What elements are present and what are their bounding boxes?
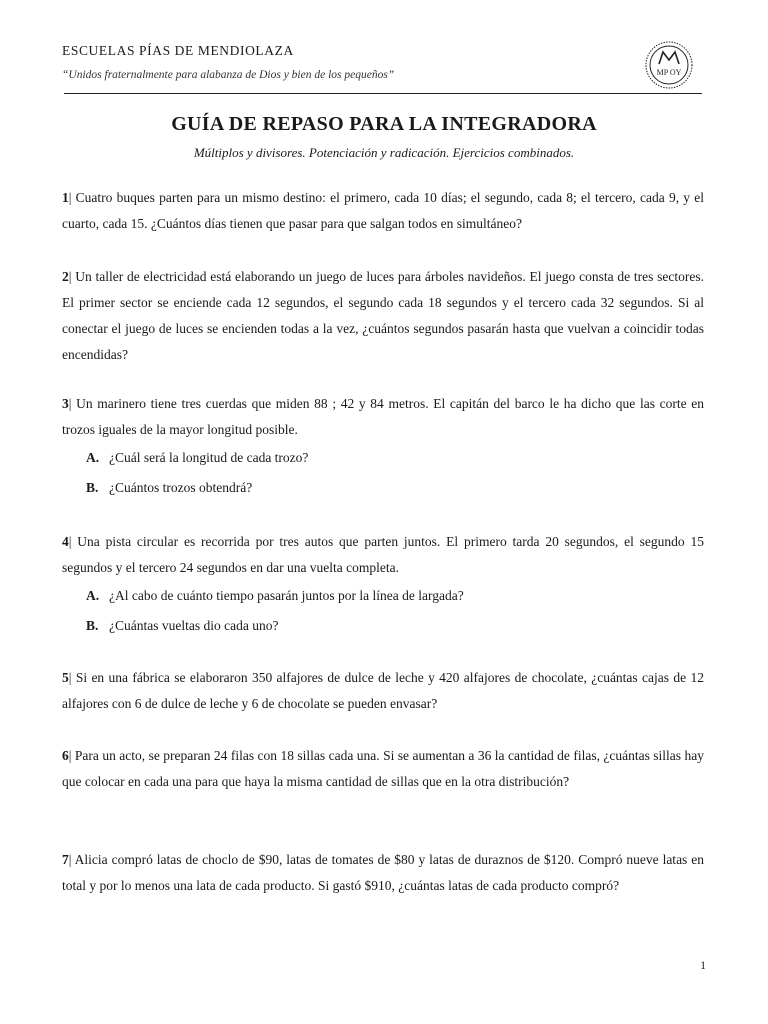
exercise-4 [62, 529, 704, 639]
exercise-7 [62, 847, 704, 899]
exercise-4-item-b [62, 613, 704, 639]
school-motto: “Unidos fraternalmente para alabanza de Dios y bien de los pequeños” [62, 69, 395, 81]
exercise-text: Si en una fábrica se elaboraron 350 alfajores de dulce de leche y 420 alfajores de chocolate, ¿cuántas cajas de 12 alfajores con 6 de dulce de leche y 6 de chocolate se pueden envasar? [62, 670, 704, 711]
page-header [62, 40, 706, 96]
item-letter: A. [86, 450, 100, 465]
exercise-3 [62, 391, 704, 501]
exercise-number: 6 [62, 748, 69, 763]
exercise-number: 3 [62, 396, 69, 411]
item-letter: B. [86, 480, 99, 495]
exercise-number: 2 [62, 269, 69, 284]
item-text: ¿Al cabo de cuánto tiempo pasarán juntos por la línea de largada? [109, 588, 464, 603]
header-divider [64, 93, 702, 94]
item-text: ¿Cuántas vueltas dio cada uno? [109, 618, 279, 633]
exercise-number: 5 [62, 670, 69, 685]
exercise-text: Un marinero tiene tres cuerdas que miden 88 ; 42 y 84 metros. El capitán del barco le ha dicho que las corte en trozos iguales de la mayor longitud posible. [62, 396, 704, 437]
exercise-separator: | [68, 748, 72, 763]
exercise-5 [62, 665, 704, 717]
school-name: ESCUELAS PÍAS DE MENDIOLAZA [62, 43, 294, 58]
exercise-separator: | [68, 269, 72, 284]
exercise-text: Una pista circular es recorrida por tres autos que parten juntos. El primero tarda 20 segundos, el segundo 15 segundos y el tercero 24 segundos en dar una vuelta completa. [62, 534, 704, 575]
exercise-separator: | [68, 670, 72, 685]
school-seal-icon [644, 40, 694, 90]
exercise-3-item-a [62, 445, 704, 471]
exercise-6 [62, 743, 704, 795]
seal-text: MP OY [656, 68, 682, 77]
exercise-number: 7 [62, 852, 69, 867]
exercise-4-item-a [62, 583, 704, 609]
page-subtitle: Múltiplos y divisores. Potenciación y radicación. Ejercicios combinados. [193, 145, 575, 160]
exercise-1 [62, 185, 704, 237]
exercise-separator: | [68, 190, 72, 205]
exercise-text: Cuatro buques parten para un mismo destino: el primero, cada 10 días; el segundo, cada 8; el tercero, cada 9, y el cuarto, cada 15. ¿Cuántos días tienen que pasar para que salgan todos en simultáneo? [62, 190, 704, 231]
item-letter: A. [86, 588, 100, 603]
exercise-number: 1 [62, 190, 69, 205]
exercise-text: Alicia compró latas de choclo de $90, latas de tomates de $80 y latas de duraznos de $120. Compró nueve latas en total y por lo menos una lata de cada producto. Si gastó $910, ¿cuántas latas de cada producto compró? [62, 852, 704, 893]
exercise-separator: | [68, 852, 72, 867]
exercise-2 [62, 264, 704, 368]
exercise-text: Un taller de electricidad está elaborando un juego de luces para árboles navideños. El juego consta de tres sectores. El primer sector se enciende cada 12 segundos, el segundo cada 18 segundos y el tercero cada 32 segundos. Si al conectar el juego de luces se encienden todas a la vez, ¿cuántos segundos pasarán hasta que vuelvan a coincidir todas encendidas? [62, 269, 704, 362]
item-letter: B. [86, 618, 99, 633]
page-title: GUÍA DE REPASO PARA LA INTEGRADORA [171, 113, 597, 135]
page-number: 1 [700, 960, 706, 972]
item-text: ¿Cuántos trozos obtendrá? [109, 480, 253, 495]
exercise-separator: | [68, 534, 72, 549]
item-text: ¿Cuál será la longitud de cada trozo? [109, 450, 309, 465]
exercise-separator: | [68, 396, 72, 411]
exercise-text: Para un acto, se preparan 24 filas con 18 sillas cada una. Si se aumentan a 36 la cantidad de filas, ¿cuántas sillas hay que colocar en cada una para que haya la misma cantidad de sillas que en la otra distribución? [62, 748, 704, 789]
exercise-3-item-b [62, 475, 704, 501]
exercise-number: 4 [62, 534, 69, 549]
